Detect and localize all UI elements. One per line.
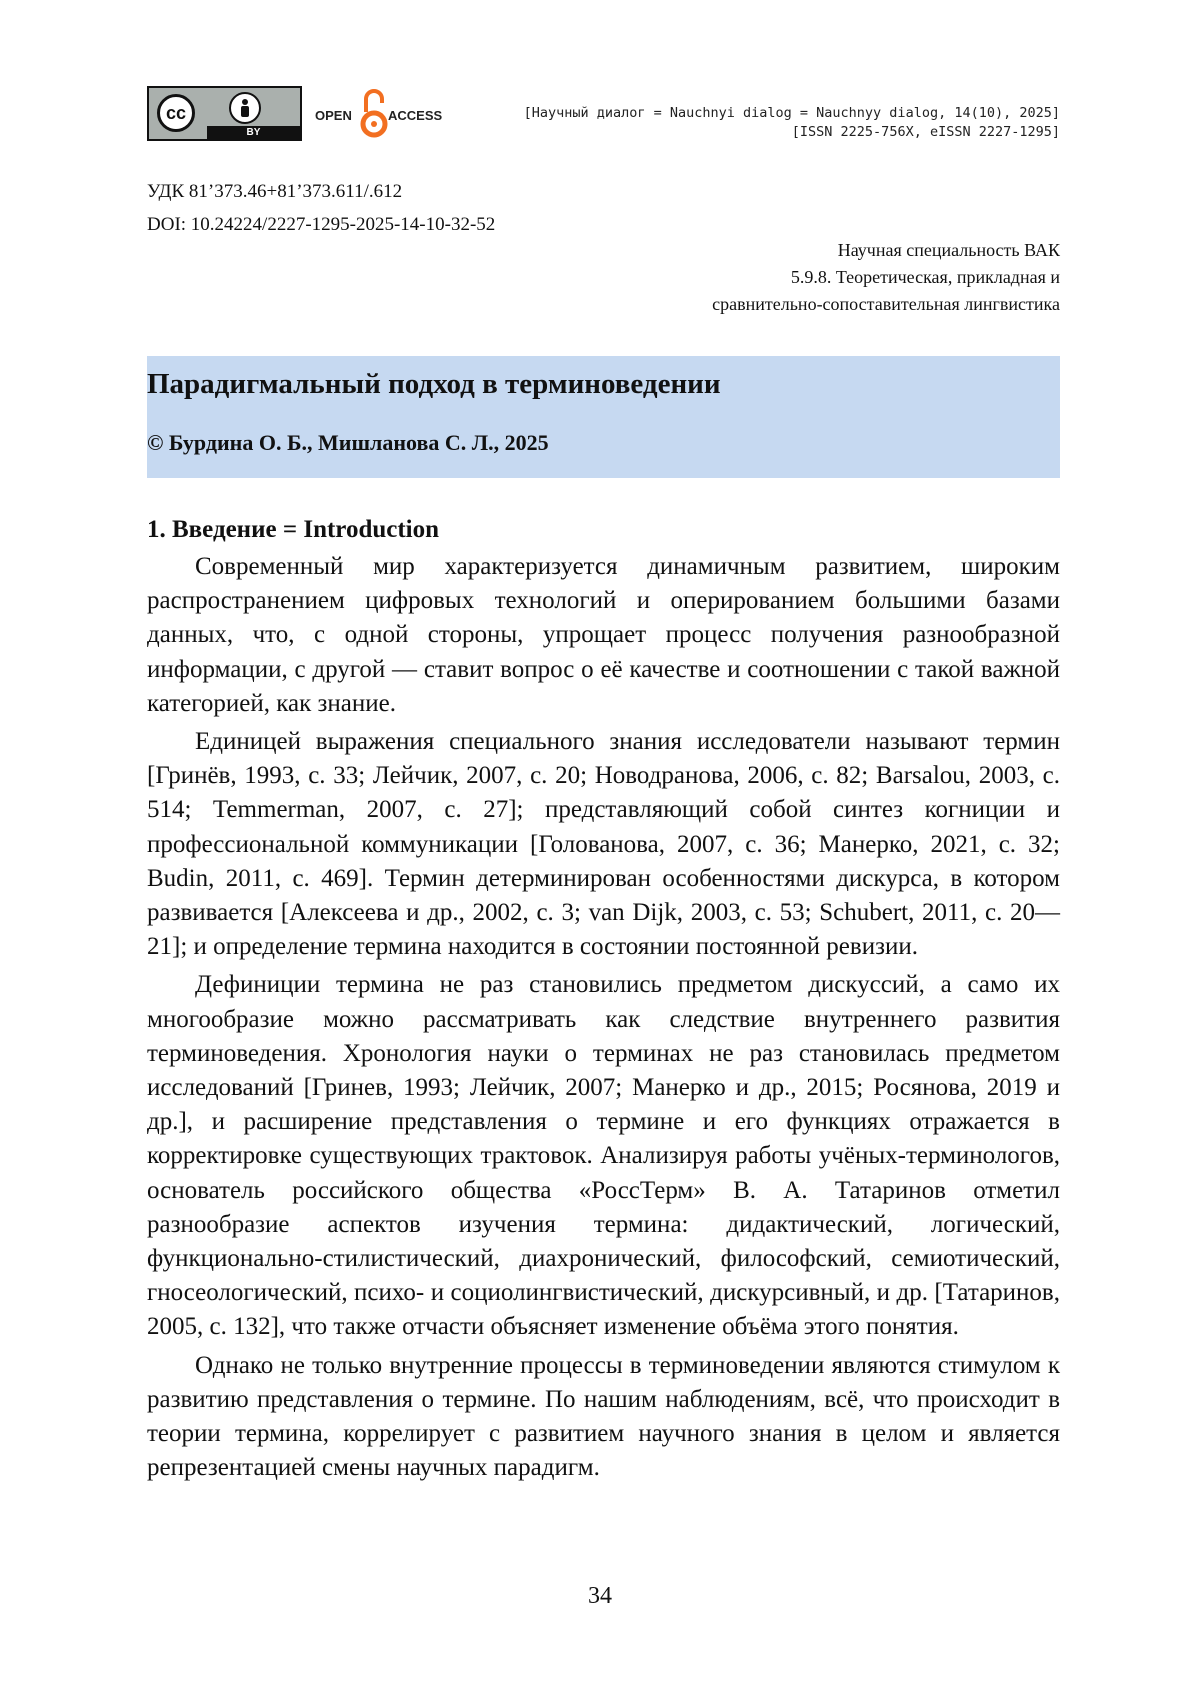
- open-access-logo[interactable]: [315, 86, 465, 142]
- cc-by-license-badge[interactable]: [147, 86, 302, 141]
- article-title: Парадигмальный подход в терминоведении: [147, 368, 721, 400]
- journal-issn-line: [ISSN 2225-756X, eISSN 2227-1295]: [791, 124, 1060, 140]
- article-body: [147, 514, 1060, 1489]
- body-paragraph: Современный мир характеризуется динамичным развитием, широким распространением цифровых технологий и оперированием большими базами данных, что, с одной стороны, упрощает процесс получения разнообразной информации, с другой — ставит вопрос о её качестве и соотношении с такой важной категорией, как знание.: [147, 553, 1060, 717]
- specialty-line: 5.9.8. Теоретическая, прикладная и: [790, 267, 1060, 287]
- page-number: 34: [588, 1583, 612, 1609]
- scientific-specialty: [712, 237, 1060, 318]
- udk-code: УДК 81’373.46+81’373.611/.612: [147, 181, 403, 202]
- body-paragraph: Однако не только внутренние процессы в терминоведении являются стимулом к развитию представления о термине. По нашим наблюдениям, всё, что происходит в теории термина, коррелирует с развитием научного знания в целом и является репрезентацией смены научных парадигм.: [147, 1351, 1060, 1482]
- open-lock-icon: [359, 86, 389, 142]
- page-header: [147, 86, 1060, 142]
- section-heading: 1. Введение = Introduction: [147, 516, 440, 543]
- body-paragraph: Единицей выражения специального знания исследователи называют термин [Гринёв, 1993, с. 33; Лейчик, 2007, с. 20; Новодранова, 2006, с. 82; Barsalou, 2003, с. 514; Temmerman, 2007, с. 27]; представляющий собой синтез когниции и профессиональной коммуникации [Голованова, 2007, с. 36; Манерко, 2021, с. 32; Budin, 2011, с. 469]. Термин детерминирован особенностями дискурса, в котором развивается [Алексеева и др., 2002, с. 3; van Dijk, 2003, с. 53; Schubert, 2011, с. 20—21]; и определение термина находится в состоянии постоянной ревизии.: [147, 728, 1060, 961]
- journal-citation-line: [Научный диалог = Nauchnyi dialog = Nauchnyy dialog, 14(10), 2025]: [523, 105, 1060, 121]
- specialty-line: Научная специальность ВАК: [837, 240, 1060, 260]
- article-meta: [147, 175, 495, 241]
- open-access-open-text: OPEN: [315, 108, 352, 123]
- cc-icon: cc: [157, 94, 195, 132]
- journal-citation: [524, 104, 1060, 142]
- specialty-line: сравнительно-сопоставительная лингвистика: [712, 294, 1060, 314]
- open-access-access-text: ACCESS: [388, 108, 443, 123]
- title-block: [147, 356, 1060, 478]
- by-label: BY: [207, 126, 300, 139]
- article-authors: © Бурдина О. Б., Мишланова С. Л., 2025: [147, 430, 549, 455]
- person-icon: [229, 92, 261, 124]
- doi-link[interactable]: DOI: 10.24224/2227-1295-2025-14-10-32-52: [147, 214, 496, 235]
- body-paragraph: Дефиниции термина не раз становились предметом дискуссий, а само их многообразие можно рассматривать как следствие внутреннего развития терминоведения. Хронология науки о терминах не раз становилась предметом исследований [Гринев, 1993; Лейчик, 2007; Манерко и др., 2015; Росянова, 2019 и др.], и расширение представления о термине и его функциях отражается в корректировке существующих трактовок. Анализируя работы учёных-терминологов, основатель российского общества «РоссТерм» В. А. Татаринов отметил разнообразие аспектов изучения термина: дидактический, логический, функционально-стилистический, диахронический, философский, семиотический, гносеологический, психо- и социолингвистический, дискурсивный, и др. [Татаринов, 2005, с. 132], что также отчасти объясняет изменение объёма этого понятия.: [147, 971, 1060, 1341]
